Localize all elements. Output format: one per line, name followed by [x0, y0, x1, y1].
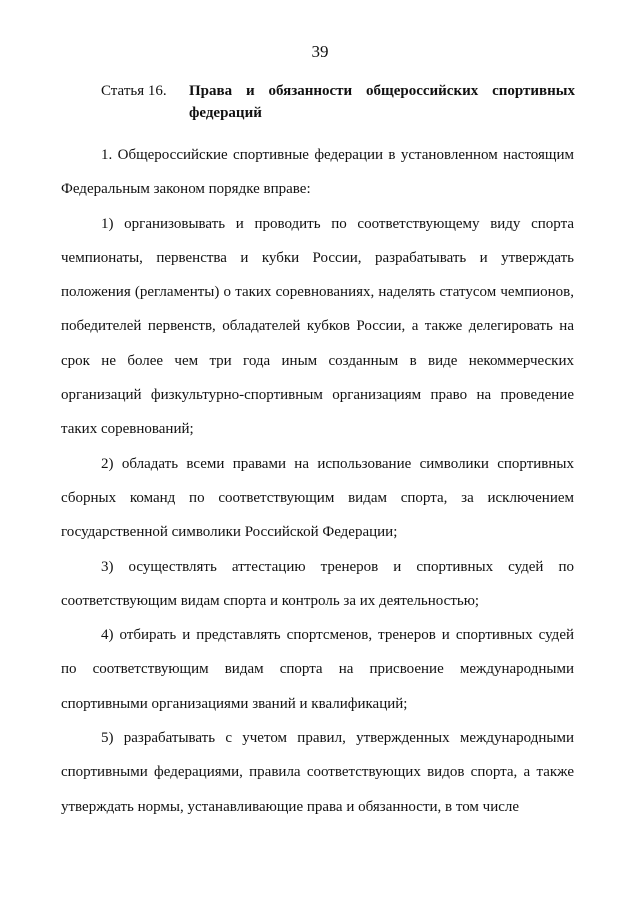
page-number: 39 [311, 42, 329, 61]
paragraph-1: 1. Общероссийские спортивные федерации в установленном настоящим Федеральным законом порядке вправе: [61, 147, 574, 198]
paragraph-item-4: 4) отбирать и представлять спортсменов, тренеров и спортивных судей по соответствующим видам спорта на присвоение международными спортивными организациями званий и квалификаций; [61, 627, 574, 712]
paragraph-item-1: 1) организовывать и проводить по соответствующему виду спорта чемпионаты, первенства и кубки России, разрабатывать и утверждать положения (регламенты) о таких соревнованиях, наделять статусом чемпионов, победителей первенств, обладателей кубков России, а также делегировать на срок не более чем три года иным созданным в виде некоммерческих организаций физкультурно-спортивным организациям право на проведение таких соревнований; [61, 215, 574, 438]
paragraph-item-5: 5) разрабатывать с учетом правил, утвержденных международными спортивными федерациями, правила соответствующих видов спорта, а также утверждать нормы, устанавливающие права и обязанности, в том числе [61, 730, 574, 815]
paragraph-item-2: 2) обладать всеми правами на использование символики спортивных сборных команд по соответствующим видам спорта, за исключением государственной символики Российской Федерации; [61, 455, 574, 541]
article-body [61, 138, 574, 824]
article-label: Статья 16. [101, 83, 167, 99]
article-title: Права и обязанности общероссийских спортивных федераций [189, 83, 575, 121]
paragraph-item-3: 3) осуществлять аттестацию тренеров и спортивных судей по соответствующим видам спорта и контроль за их деятельностью; [61, 558, 574, 609]
